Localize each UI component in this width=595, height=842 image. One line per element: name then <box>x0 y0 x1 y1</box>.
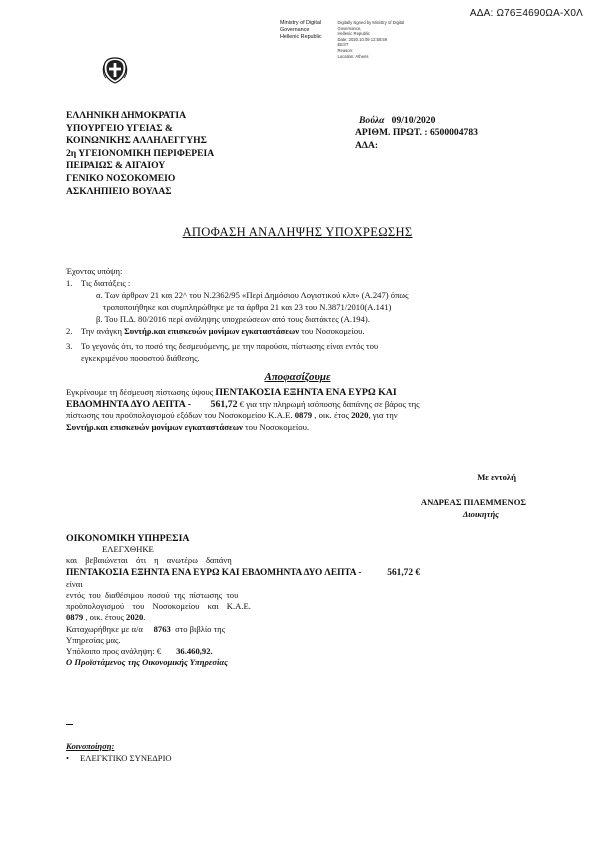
finance-text: είναι <box>66 578 83 589</box>
document-meta <box>355 115 478 152</box>
notification-label: Κοινοποίηση: <box>66 741 115 751</box>
protocol-number: 6500004783 <box>429 127 478 139</box>
signature-details <box>338 20 418 59</box>
decision-heading: Αποφασίζουμε <box>264 371 331 383</box>
signature-detail: Reason: <box>337 47 354 53</box>
approval-line <box>66 410 531 422</box>
sub-item: β. Του Π.Δ. 80/2016 περί ανάληψης υποχρεώσεων από τους διατάκτες (Α.194). <box>96 314 370 324</box>
checked-label: ΕΛΕΓΧΘΗΚΕ <box>102 544 154 555</box>
finance-text: προϋπολογισμού του Νοσοκομείου και Κ.Α.Ε. <box>66 601 251 612</box>
signature-detail: Hellenic Republic <box>337 31 370 37</box>
signature-issuer <box>280 20 336 41</box>
remaining-value: 36.460,92. <box>176 646 213 657</box>
item-text: Τις διατάξεις : <box>81 278 131 288</box>
finance-text: Υπηρεσίας μας. <box>66 634 121 645</box>
amount-value: 561,72 € <box>387 567 421 578</box>
item-number: 1. <box>66 278 73 288</box>
ada-label: ΑΔΑ: <box>355 139 379 151</box>
sub-item: α. Των άρθρων 21 και 22^ του Ν.2362/95 «Περί Δημόσιου Λογιστικού κλπ» (Α.247) όπως <box>96 290 409 300</box>
remaining-line <box>66 646 420 657</box>
separator-mark <box>66 724 73 725</box>
signature-line: Hellenic Republic <box>280 34 322 40</box>
approval-line <box>66 399 531 411</box>
greek-coat-of-arms-icon <box>102 55 128 85</box>
kae-code: 0879 <box>294 410 313 421</box>
issuer-line: ΓΕΝΙΚΟ ΝΟΣΟΚΟΜΕΙΟ <box>66 172 176 184</box>
amount-in-words: ΠΕΝΤΑΚΟΣΙΑ ΕΞΗΝΤΑ ΕΝΑ ΕΥΡΩ ΚΑΙ <box>215 387 397 398</box>
amount-in-words: ΕΒΔΟΜΗΝΤΑ ΔΥΟ ΛΕΠΤΑ - <box>66 398 191 410</box>
amount-value: 561,72 <box>210 398 238 410</box>
item-number: 3. <box>66 341 73 351</box>
notification-item <box>66 753 172 764</box>
issuer-line: ΠΕΙΡΑΙΩΣ & ΑΙΓΑΙΟΥ <box>66 160 166 172</box>
issuer-line: ΑΣΚΛΗΠΙΕΙΟ ΒΟΥΛΑΣ <box>66 185 172 197</box>
issuer-line: ΕΛΛΗΝΙΚΗ ΔΗΜΟΚΡΑΤΙΑ <box>66 110 187 121</box>
signature-detail: EEST <box>337 42 349 48</box>
considering-label: Έχοντας υπόψη: <box>66 266 123 276</box>
by-order: Με εντολή <box>477 472 516 482</box>
bullet-icon: • <box>66 753 70 763</box>
registration-line <box>66 624 420 635</box>
approval-text: , οικ. έτος <box>312 410 352 421</box>
approval-text: , για την <box>368 410 398 421</box>
issuer-line: ΥΠΟΥΡΓΕΙΟ ΥΓΕΙΑΣ & <box>66 122 173 134</box>
registration-number: 8763 <box>153 623 171 634</box>
purpose-text: Συντήρ.και επισκευών μονίμων εγκαταστάσεων <box>66 421 243 432</box>
signature-line: Governance <box>280 27 310 33</box>
approval-line <box>66 422 531 434</box>
item-text: Το γεγονός ότι, το ποσό της δεσμευόμενης, με την παρούσα, πίστωσης είναι εντός του <box>81 341 379 351</box>
finance-text: , οικ. έτους <box>83 612 127 623</box>
digital-signature-block <box>280 20 418 59</box>
signature-detail: Governance, <box>337 25 362 31</box>
issuer-block <box>66 110 214 198</box>
notification-recipient: ΕΛΕΓΚΤΙΚΟ ΣΥΝΕΔΡΙΟ <box>80 753 172 763</box>
issuer-line: ΚΟΙΝΩΝΙΚΗΣ ΑΛΛΗΛΕΓΓΥΗΣ <box>66 135 207 147</box>
finance-text: Καταχωρήθηκε με α/α <box>66 623 143 634</box>
date-line <box>355 115 478 127</box>
remaining-label: Υπόλοιπο προς ανάληψη: € <box>66 646 162 657</box>
amount-in-words: ΠΕΝΤΑΚΟΣΙΑ ΕΞΗΝΤΑ ΕΝΑ ΕΥΡΩ ΚΑΙ ΕΒΔΟΜΗΝΤΑ ΔΥΟ ΛΕΠΤΑ - <box>66 567 362 578</box>
finance-text: . <box>143 612 146 623</box>
item-text: του Νοσοκομείου. <box>299 326 365 336</box>
finance-text: στο βιβλίο της <box>175 623 225 634</box>
list-item <box>66 326 365 337</box>
approval-text: του Νοσοκομείου. <box>242 421 310 432</box>
finance-amount-line <box>66 567 420 579</box>
finance-kae-line <box>66 612 420 623</box>
approval-text: πίστωσης του προϋπολογισμού εξόδων του Νοσοκομείου Κ.Α.Ε. <box>66 410 295 421</box>
finance-section <box>66 533 420 668</box>
signature-detail: Date: 2020.10.09 12:58:59 <box>337 36 388 42</box>
approval-paragraph <box>66 387 531 433</box>
signature-detail: Location: Athens <box>337 53 369 59</box>
signer-role: Διοικητής <box>462 509 499 519</box>
protocol-label: ΑΡΙΘΜ. ΠΡΩΤ. : <box>355 127 428 139</box>
list-item <box>66 341 378 352</box>
fiscal-year: 2020 <box>126 612 144 623</box>
issuer-line: 2η ΥΓΕΙΟΝΟΜΙΚΗ ΠΕΡΙΦΕΡΕΙΑ <box>66 147 215 159</box>
finance-text: εντός του διαθέσιμου ποσού της πίστωσης του <box>66 590 239 601</box>
signer-name: ΑΝΔΡΕΑΣ ΠΙΛΕΜΜΕΝΟΣ <box>420 497 526 507</box>
item-text: εγκεκριμένου ποσοστού διάθεσης. <box>81 353 200 363</box>
item-number: 2. <box>66 326 73 336</box>
sub-item: τροποποιήθηκε και συμπληρώθηκε με τα άρθρα 21 και 23 του Ν.3871/2010(Α.141) <box>103 302 392 312</box>
finance-heading: ΟΙΚΟΝΟΜΙΚΗ ΥΠΗΡΕΣΙΑ <box>66 533 190 544</box>
signature-detail: Digitally signed by Ministry of Digital <box>337 20 405 25</box>
list-item <box>66 278 130 289</box>
approval-text: € για την πληρωμή ισόποσης δαπάνης σε βάρος της <box>237 398 420 409</box>
finance-chief: Ο Προϊστάμενος της Οικονομικής Υπηρεσίας <box>66 657 229 668</box>
protocol-line <box>355 127 478 139</box>
approval-line <box>66 387 531 399</box>
certify-text: και βεβαιώνεται ότι η ανωτέρω δαπάνη <box>66 555 232 566</box>
item-text-bold: Συντήρ.και επισκευών μονίμων εγκαταστάσεων <box>124 326 300 336</box>
signature-line: Ministry of Digital <box>280 20 322 26</box>
item-text: Την ανάγκη <box>81 326 125 336</box>
kae-code: 0879 <box>66 612 84 623</box>
document-date: 09/10/2020 <box>391 115 436 126</box>
approval-text: Εγκρίνουμε τη δέσμευση πίστωσης ύψους <box>66 387 216 397</box>
fiscal-year: 2020 <box>351 410 369 421</box>
ada-header: ΑΔΑ: Ω76Ξ4690ΩΑ-Χ0Λ <box>469 8 583 19</box>
place: Βούλα <box>359 115 385 126</box>
document-title: ΑΠΟΦΑΣΗ ΑΝΑΛΗΨΗΣ ΥΠΟΧΡΕΩΣΗΣ <box>182 225 413 239</box>
